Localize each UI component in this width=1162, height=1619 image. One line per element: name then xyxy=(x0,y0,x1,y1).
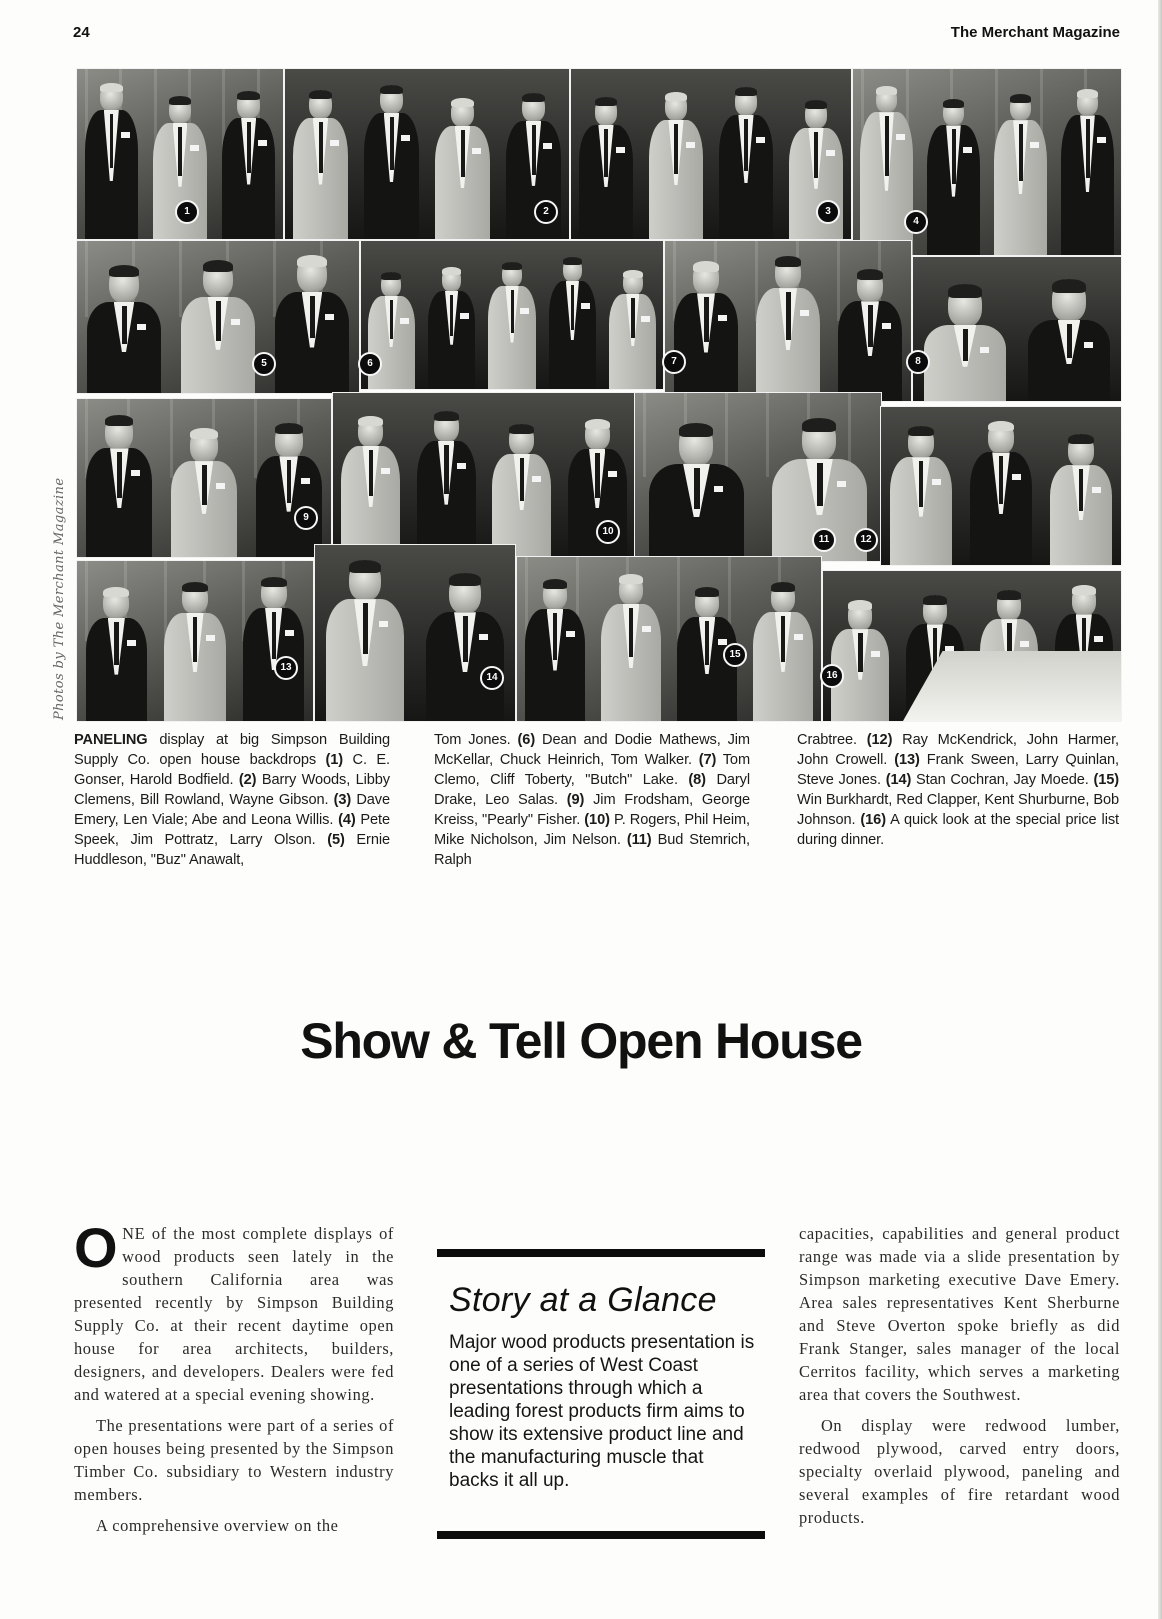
person-figure xyxy=(171,428,237,557)
tie xyxy=(178,127,182,176)
name-tag xyxy=(258,140,267,146)
head xyxy=(358,416,383,447)
caption-text: Tom Clemo, Cliff Toberty, "Butch" Lake. xyxy=(434,752,750,788)
head xyxy=(349,560,382,601)
tie xyxy=(963,329,969,361)
drop-cap: O xyxy=(74,1216,119,1279)
head xyxy=(997,590,1021,621)
tie xyxy=(817,463,824,506)
head xyxy=(380,85,403,114)
person-figure xyxy=(890,426,952,565)
head xyxy=(1010,94,1032,121)
head xyxy=(585,419,610,450)
tie xyxy=(868,305,872,347)
head xyxy=(876,86,898,113)
caption-ref: (10) xyxy=(584,812,610,828)
head xyxy=(100,83,122,111)
photo-4 xyxy=(852,68,1122,256)
tie xyxy=(390,117,394,170)
person-figure xyxy=(293,90,348,239)
head xyxy=(948,284,982,327)
person-figure xyxy=(1061,89,1113,255)
head xyxy=(695,587,720,618)
name-tag xyxy=(932,479,941,485)
name-tag xyxy=(1097,137,1106,143)
head xyxy=(261,577,287,609)
photo-number-badge: 6 xyxy=(358,352,382,376)
photo-number-badge: 8 xyxy=(906,350,930,374)
head xyxy=(595,97,618,126)
tie xyxy=(553,613,557,660)
head xyxy=(908,426,934,459)
name-tag xyxy=(826,150,835,156)
head xyxy=(735,87,758,116)
caption-text: Daryl Drake, Leo Salas. xyxy=(434,772,750,808)
photo-number-badge: 5 xyxy=(252,352,276,376)
head xyxy=(679,423,713,466)
caption-ref: (3) xyxy=(333,792,352,808)
caption-text: Dean and Dodie Mathews, Jim McKellar, Chuck Heinrich, Tom Walker. xyxy=(434,732,750,768)
photo-number-badge: 14 xyxy=(480,666,504,690)
person-figure xyxy=(719,87,774,239)
name-tag xyxy=(520,308,529,314)
photo-number-badge: 16 xyxy=(820,664,844,688)
caption-text: Win Burkhardt, Red Clapper, Kent Shurburne, Bob Johnson. xyxy=(797,792,1119,828)
head xyxy=(1052,279,1086,322)
name-tag xyxy=(137,324,146,330)
head xyxy=(297,255,328,293)
head xyxy=(623,270,643,295)
caption-text: C. E. Gonser, Harold Bodfield. xyxy=(74,752,390,788)
person-figure xyxy=(364,85,419,239)
head xyxy=(923,595,947,626)
photo-number-badge: 11 xyxy=(812,528,836,552)
caption-text: Dave Emery, Len Viale; Abe and Leona Willis. xyxy=(74,792,391,828)
person-figure xyxy=(609,270,656,389)
caption-ref: (11) xyxy=(626,832,652,848)
name-tag xyxy=(882,323,891,329)
photo-6 xyxy=(360,240,664,390)
head xyxy=(771,582,796,613)
person-figure xyxy=(927,99,979,255)
tie xyxy=(629,608,633,657)
person-figure xyxy=(341,416,400,557)
photo-number-badge: 3 xyxy=(816,200,840,224)
caption-text: Crabtree. xyxy=(797,732,867,748)
tie xyxy=(885,116,889,176)
tie xyxy=(919,461,923,506)
tie xyxy=(450,295,453,336)
head xyxy=(563,257,583,282)
caption-ref: (8) xyxy=(688,772,706,788)
tie xyxy=(1067,324,1073,358)
name-tag xyxy=(980,347,989,353)
name-tag xyxy=(714,486,723,492)
caption-text: Barry Woods, Libby Clemens, Bill Rowland, Wayne Gibson. xyxy=(74,772,390,808)
tie xyxy=(814,132,818,179)
caption-ref: (12) xyxy=(866,732,893,748)
tie xyxy=(571,285,574,330)
photo-8 xyxy=(912,256,1122,402)
tie xyxy=(952,129,956,183)
head xyxy=(105,415,133,450)
bottom-rule xyxy=(437,1531,765,1539)
paragraph-1 xyxy=(74,1216,394,1406)
person-figure xyxy=(426,573,504,721)
top-rule xyxy=(437,1249,765,1257)
head xyxy=(509,424,534,455)
head xyxy=(988,421,1014,454)
name-tag xyxy=(641,316,650,322)
tie xyxy=(369,450,373,497)
head xyxy=(848,600,872,631)
name-tag xyxy=(379,621,388,627)
tie xyxy=(319,122,323,173)
name-tag xyxy=(686,142,695,148)
name-tag xyxy=(400,318,409,324)
name-tag xyxy=(472,148,481,154)
photo-number-badge: 7 xyxy=(662,350,686,374)
photo-2 xyxy=(284,68,570,240)
head xyxy=(451,98,474,127)
name-tag xyxy=(127,640,136,646)
photo-11 xyxy=(634,392,882,562)
caption-column-1 xyxy=(74,730,390,870)
tie xyxy=(532,125,536,175)
head xyxy=(169,96,191,124)
name-tag xyxy=(608,471,617,477)
name-tag xyxy=(216,483,225,489)
person-figure xyxy=(649,92,704,239)
tie xyxy=(631,298,634,338)
person-figure xyxy=(164,582,225,721)
person-figure xyxy=(181,260,254,393)
head xyxy=(857,269,884,303)
name-tag xyxy=(642,626,651,632)
head xyxy=(434,411,459,442)
paragraph-2: The presentations were part of a series of open houses being presented by the Simpson Timber Co. subsidiary to Western industry members. xyxy=(74,1416,394,1504)
caption-column-2 xyxy=(434,730,750,870)
head xyxy=(309,90,332,119)
name-tag xyxy=(190,145,199,151)
tie xyxy=(122,306,127,344)
person-figure xyxy=(435,98,490,239)
caption-text: Bud Stemrich, Ralph xyxy=(434,832,751,868)
tie xyxy=(247,122,251,173)
caption-text: Frank Sween, Larry Quinlan, Steve Jones. xyxy=(797,752,1119,788)
person-figure xyxy=(601,574,660,721)
photo-number-badge: 2 xyxy=(534,200,558,224)
photo-number-badge: 12 xyxy=(854,528,878,552)
person-figure xyxy=(994,94,1046,255)
tie xyxy=(704,297,708,342)
magazine-name: The Merchant Magazine xyxy=(950,24,1120,41)
caption-text: P. Rogers, Phil Heim, Mike Nicholson, Jim Nelson. xyxy=(434,812,750,848)
person-figure xyxy=(488,262,535,389)
name-tag xyxy=(963,147,972,153)
person-figure xyxy=(275,255,348,393)
head xyxy=(203,260,234,298)
name-tag xyxy=(837,481,846,487)
name-tag xyxy=(401,135,410,141)
caption-text: Ray McKendrick, John Harmer, John Crowell. xyxy=(797,732,1119,768)
caption-ref: (14) xyxy=(885,772,912,788)
name-tag xyxy=(1020,641,1029,647)
page-edge xyxy=(1158,0,1162,1619)
name-tag xyxy=(330,140,339,146)
photo-number-badge: 4 xyxy=(904,210,928,234)
tie xyxy=(604,129,608,177)
name-tag xyxy=(231,319,240,325)
person-figure xyxy=(428,267,475,389)
name-tag xyxy=(718,639,727,645)
tie xyxy=(858,633,862,672)
person-figure xyxy=(838,269,902,401)
tie xyxy=(202,465,207,505)
tie xyxy=(193,617,197,662)
caption-text: Ernie Huddleson, "Buz" Anawalt, xyxy=(74,832,390,868)
tie xyxy=(444,445,448,494)
tie xyxy=(461,130,465,177)
head xyxy=(619,574,644,605)
tie xyxy=(999,456,1003,503)
caption-ref: (5) xyxy=(327,832,345,848)
name-tag xyxy=(543,143,552,149)
caption-text: Pete Speek, Jim Pottratz, Larry Olson. xyxy=(74,812,391,848)
caption-ref: (6) xyxy=(517,732,536,748)
name-tag xyxy=(756,137,765,143)
tie xyxy=(674,124,678,174)
photo-number-badge: 9 xyxy=(294,506,318,530)
photo-13 xyxy=(76,560,314,722)
person-figure xyxy=(831,600,889,721)
name-tag xyxy=(718,315,727,321)
photo-15 xyxy=(516,556,822,722)
person-figure xyxy=(674,261,738,401)
caption-text: A quick look at the special price list during dinner. xyxy=(797,812,1119,848)
tie xyxy=(463,616,468,662)
name-tag xyxy=(131,470,140,476)
head xyxy=(543,579,568,610)
head xyxy=(103,587,129,619)
name-tag xyxy=(532,476,541,482)
head xyxy=(275,423,303,458)
person-figure xyxy=(86,415,152,557)
head xyxy=(237,91,259,119)
name-tag xyxy=(457,463,466,469)
photo-9 xyxy=(76,398,332,558)
person-figure xyxy=(85,83,139,239)
head xyxy=(802,418,836,461)
caption-ref: (9) xyxy=(566,792,585,808)
head xyxy=(1077,89,1099,116)
tie xyxy=(110,114,114,168)
caption-ref: (16) xyxy=(860,812,886,828)
tie xyxy=(595,453,599,498)
photo-number-badge: 10 xyxy=(596,520,620,544)
name-tag xyxy=(460,313,469,319)
tie xyxy=(117,452,122,498)
tie xyxy=(390,300,393,339)
person-figure xyxy=(756,256,820,401)
head xyxy=(182,582,208,614)
head xyxy=(1068,434,1094,467)
name-tag xyxy=(566,631,575,637)
caption-ref: (7) xyxy=(698,752,717,768)
name-tag xyxy=(1084,342,1093,348)
tie xyxy=(363,603,368,654)
glance-title: Story at a Glance xyxy=(449,1281,717,1319)
caption-ref: PANELING xyxy=(74,732,148,748)
tie xyxy=(310,296,315,338)
caption-text: display at big Simpson Building Supply Co. open house backdrops xyxy=(74,732,390,768)
caption-text: Tom Jones. xyxy=(434,732,518,748)
name-tag xyxy=(479,634,488,640)
tie xyxy=(272,612,276,659)
caption-ref: (15) xyxy=(1093,772,1119,788)
caption-text: Jim Frodsham, George Kreiss, "Pearly" Fisher. xyxy=(434,792,750,828)
person-figure xyxy=(1050,434,1112,565)
name-tag xyxy=(871,651,880,657)
photo-16 xyxy=(822,570,1122,722)
person-figure xyxy=(579,97,634,239)
paragraph-1-text: NE of the most complete displays of wood products seen lately in the southern California area was presented recently by Simpson Building Supply Co. at their recent daytime open house for area architects, builders, designers, and developers. Dealers were fed and watered at a special evening showing. xyxy=(74,1224,394,1404)
article-column-1 xyxy=(74,1216,394,1545)
name-tag xyxy=(581,303,590,309)
glance-text: Major wood products presentation is one of a series of West Coast presentations through which a leading forest products firm aims to show its extensive product line and the manufacturing muscle that backs it all up. xyxy=(449,1332,755,1491)
name-tag xyxy=(1092,487,1101,493)
person-figure xyxy=(87,265,160,393)
caption-ref: (13) xyxy=(894,752,920,768)
head xyxy=(943,99,965,126)
head xyxy=(502,262,522,287)
name-tag xyxy=(121,132,130,138)
story-at-a-glance-box xyxy=(437,1249,765,1539)
person-figure xyxy=(243,577,304,721)
tie xyxy=(786,292,790,339)
head xyxy=(775,256,802,290)
photo-number-badge: 13 xyxy=(274,656,298,680)
tie xyxy=(216,301,221,341)
photo-3 xyxy=(570,68,852,240)
photo-5 xyxy=(76,240,360,394)
photo-number-badge: 1 xyxy=(175,200,199,224)
photo-credit: Photos by The Merchant Magazine xyxy=(52,477,67,720)
article-column-3 xyxy=(799,1222,1120,1537)
person-figure xyxy=(417,411,476,557)
photo-7 xyxy=(664,240,912,402)
name-tag xyxy=(1012,474,1021,480)
head xyxy=(449,573,482,614)
caption-ref: (1) xyxy=(325,752,344,768)
photo-12 xyxy=(880,406,1122,566)
name-tag xyxy=(325,314,334,320)
name-tag xyxy=(616,147,625,153)
head xyxy=(522,93,545,122)
photo-10 xyxy=(332,392,636,558)
tie xyxy=(520,458,524,501)
paragraph-4: capacities, capabilities and general product range was made via a slide presentation by Simpson marketing executive Dave Emery. Area sales representatives Kent Sherburne and Steve Overton spoke briefly as did Frank Stanger, sales manager of the local Cerritos facility, which serves a marketing area that covers the Southwest. xyxy=(799,1224,1120,1404)
paragraph-5: On display were redwood lumber, redwood plywood, carved entry doors, specialty overlaid plywood, paneling and several examples of fire retardant wood products. xyxy=(799,1416,1120,1527)
name-tag xyxy=(381,468,390,474)
person-figure xyxy=(970,421,1032,565)
person-figure xyxy=(1028,279,1109,401)
tie xyxy=(1086,119,1090,178)
photo-number-badge: 15 xyxy=(723,643,747,667)
caption-ref: (4) xyxy=(338,812,356,828)
tie xyxy=(694,468,701,509)
head xyxy=(693,261,720,295)
tie xyxy=(511,290,514,333)
person-figure xyxy=(86,587,147,721)
person-figure xyxy=(256,423,322,557)
name-tag xyxy=(896,134,905,140)
name-tag xyxy=(800,310,809,316)
photo-14 xyxy=(314,544,516,722)
tie xyxy=(781,616,785,662)
name-tag xyxy=(301,478,310,484)
caption-text: Stan Cochran, Jay Moede. xyxy=(911,772,1094,788)
person-figure xyxy=(860,86,912,255)
person-figure xyxy=(753,582,812,721)
person-figure xyxy=(326,560,404,721)
head xyxy=(1072,585,1096,616)
person-figure xyxy=(492,424,551,557)
tie xyxy=(287,460,292,502)
head xyxy=(442,267,462,292)
caption-column-3 xyxy=(797,730,1119,850)
paragraph-3: A comprehensive overview on the xyxy=(96,1516,339,1535)
person-figure xyxy=(222,91,276,239)
name-tag xyxy=(285,630,294,636)
caption-ref: (2) xyxy=(238,772,257,788)
tie xyxy=(1079,469,1083,511)
person-figure xyxy=(549,257,596,389)
tie xyxy=(744,119,748,171)
person-figure xyxy=(649,423,745,561)
head xyxy=(381,272,401,297)
head xyxy=(665,92,688,121)
page-number: 24 xyxy=(73,24,90,41)
head xyxy=(109,265,140,303)
head xyxy=(190,428,218,463)
name-tag xyxy=(1030,142,1039,148)
name-tag xyxy=(206,635,215,641)
tie xyxy=(705,621,709,665)
head xyxy=(805,100,828,129)
person-figure xyxy=(924,284,1005,401)
tie xyxy=(1019,124,1023,181)
name-tag xyxy=(1094,636,1103,642)
name-tag xyxy=(794,634,803,640)
article-title: Show & Tell Open House xyxy=(300,1013,862,1069)
tie xyxy=(114,622,118,665)
person-figure xyxy=(525,579,584,721)
